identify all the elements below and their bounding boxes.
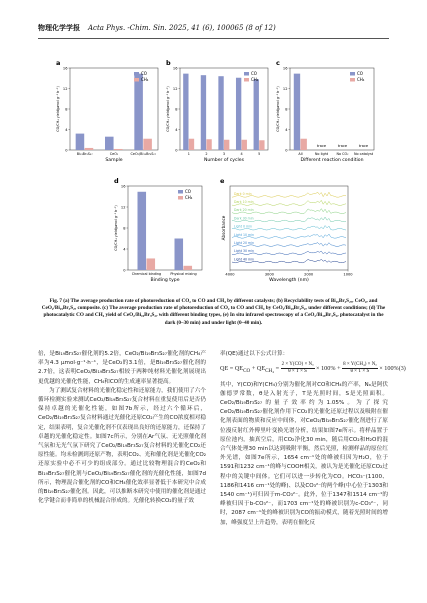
figure-caption: Fig. 7 (a) The average production rate of photoreduction of CO₂ to CO and CH₄ by different catalysts; (b) Recyclability tests of Bi₁₉Br₃S₂₇, CeO₂, and CeO₂/Bi₁₉Br₃S₂₇ composite. (c) The average production rate of photoreduction of CO₂ to CO and CH₄ by CeO₂/Bi₁₉Br₃S₂₇ under different conditions; (d) The photocatalytic CO and CH₄ yield of CeO₂/Bi₁₉Br₃S₂₇ with different binding types, (e) In situ infrared spectroscopy of a CeO₂/Bi₁₉Br₃S₂₇ photocatalyst in the dark (0–30 min) and under light (0–40 min). (41, 298, 386, 326)
y-tick-label: 12 (172, 86, 178, 91)
x-tick-label: 2000 (304, 272, 314, 277)
panel-letter: c (276, 59, 280, 67)
equation-body: QE = $QE_{CO} + QE_{CH_4}$ = $\frac{\text{2 × Y(CO) × Nₐ}}{\theta \times T \times S}$ × 100% + $\frac{\text{8 × Y(CH₄) × Nₐ}}{\theta \times T \times S}$ × 100% (220, 362, 399, 375)
bar-co (175, 239, 184, 271)
bar-ch4 (85, 148, 94, 150)
bar-ch4 (301, 139, 307, 150)
x-axis-label: Number of cycles (203, 158, 245, 163)
legend-label: Light 10 min (234, 232, 255, 237)
panel-letter: a (56, 59, 61, 67)
bar-ch4 (184, 266, 193, 270)
x-tick-label: 4 (240, 152, 243, 156)
bar-co (76, 134, 85, 150)
trace-label: trace (316, 144, 327, 148)
x-tick-label: Bi₂₃Br₃S₃₇ (76, 152, 93, 156)
x-tick-label: 3 (222, 152, 226, 156)
bar-ch4 (114, 149, 123, 150)
fraction: $\frac{\text{2 × Y(CO) × Nₐ}}{\theta \times T \times S}$ (281, 362, 314, 375)
x-tick-label: CeO₂ (109, 152, 119, 156)
panel-letter: e (220, 177, 225, 185)
x-axis-label: Wavelength (nm) (269, 278, 309, 283)
x-axis-label: Binding type (150, 278, 180, 283)
y-tick-label: 4 (65, 127, 68, 132)
x-tick-label: 1 (187, 152, 190, 156)
y-tick-label: 16 (62, 66, 68, 71)
x-tick-label: No light (314, 152, 329, 156)
y-tick-label: 12 (282, 86, 288, 91)
trace-label: trace (358, 144, 369, 148)
legend-swatch (134, 78, 139, 82)
bar-ch4 (189, 139, 194, 150)
paragraph: 倍，是Bi₁₉Br₃S₂₇催化剂的5.2倍，CeO₂/Bi₁₉Br₃S₂₇催化剂的CH₄产率为4.3 μmol·g⁻¹·h⁻¹，是CeO₂的3.1倍，是Bi₁₉Br₃S₂₇催化剂的2.7倍，这表明CeO₂/Bi₁₉Br₃S₂₇相较于两种纯材料光催化剂展现出更优越的光催化性能，CH₄和CO的生成速率显著提高。 (38, 351, 206, 385)
figure-7 (52, 60, 376, 296)
panel-letter: d (114, 177, 119, 185)
y-axis-label: CO/CH₄ yield(μmol g⁻¹ h⁻¹) (276, 86, 280, 132)
legend-swatch (178, 190, 183, 194)
legend-swatch (244, 78, 249, 82)
y-tick-label: 0 (65, 148, 68, 153)
x-axis-label: Different reaction condition (300, 158, 364, 163)
legend-label: CO (357, 71, 363, 77)
legend-label: Light 40 min (234, 257, 255, 262)
legend-label: Dark 20 min (234, 208, 254, 213)
bar-co (254, 79, 259, 150)
paragraph: 率(QE)通过以下公式计算： (220, 351, 289, 357)
bar-co (236, 78, 241, 150)
x-tick-label: 3000 (264, 272, 274, 277)
y-tick-label: 8 (285, 107, 288, 112)
x-tick-label: 1000 (343, 272, 353, 277)
legend-label: Light 30 min (234, 249, 255, 254)
legend-label: Light 20 min (234, 241, 255, 245)
x-tick-label: Chemical binding (131, 272, 162, 276)
legend-label: Light 0 min (234, 224, 253, 229)
paragraph: 其中，Y(CO)和Y(CH₄)分别为催化剂对CO和CH₄的产率，Nₐ是阿伏伽德罗常数，θ是入射光子，T是光照时间，S是光照面积。CeO₂/Bi₁₉Br₃S₂₇的量子效率约为1.05%。为了探究CeO₂/Bi₁₉Br₃S₂₇催化剂作用下CO₂的光催化还原过程以及吸附在催化剂表面的物质和反应中间体，对CeO₂/Bi₁₉Br₃S₂₇催化剂进行了原位漫反射红外傅里叶变换光谱分析，结果如图7e所示。将样品置于原位池内，抽真空后，用CO₂净化30 min，随后用CO₂和H₂O的混合气体处理30 min以达到吸附平衡，然后光照，检测样品的原位红外光谱，如图7e所示，1654 cm⁻¹处的峰被归因为H₂O，位于1591和1232 cm⁻¹的峰与COOH相关，被认为是光催化还原CO₂过程中的关键中间体。它们可以进一步转化为CO。HCO₃⁻(1100、1186和1416 cm⁻¹处的峰)、以及CO₃²⁻的两个峰(中心位于1303和1540 cm⁻¹)可归因于m-CO₃²⁻。此外，位于1347和1514 cm⁻¹的峰被归因于b-CO₃²⁻，而1703 cm⁻¹处的峰被识别为c-CO₃²⁻，同时，2087 cm⁻¹处的峰被识别为CO的振动模式，随着光照时间的增加，峰强度呈上升趋势，表明在催化反 (220, 381, 388, 526)
legend-label: CH₄ (185, 195, 193, 201)
y-axis-label: CO/CH₄ yield(μmol g⁻¹ h⁻¹) (56, 86, 60, 132)
header-rule (38, 38, 389, 39)
equation-3 (220, 362, 406, 376)
x-tick-label: Physical mixing (170, 272, 197, 276)
bar-co (105, 137, 114, 150)
bar-ch4 (206, 139, 211, 150)
legend-label: CO (141, 71, 147, 77)
bar-co (294, 74, 300, 150)
right-column (220, 350, 406, 590)
y-tick-label: 4 (175, 127, 178, 132)
bar-co (201, 75, 206, 150)
x-tick-label: All (298, 152, 303, 156)
bar-ch4 (147, 258, 156, 270)
y-tick-label: 12 (62, 86, 68, 91)
fraction: $\frac{\text{8 × Y(CH₄) × Nₐ}}{\theta \times T \times S}$ (343, 362, 377, 375)
x-tick-label: 5 (258, 152, 261, 156)
bar-ch4 (242, 140, 247, 150)
x-tick-label: 2 (205, 152, 208, 156)
legend-label: Dark 0 min (234, 191, 252, 196)
journal-name: 物理化学学报 (38, 24, 80, 32)
y-axis-label: CO/CH₄ yield(μmol g⁻¹ h⁻¹) (166, 86, 170, 132)
legend-swatch (350, 72, 355, 76)
legend-label: CO (251, 71, 257, 77)
bar-ch4 (259, 140, 264, 150)
y-tick-label: 8 (65, 107, 68, 112)
y-tick-label: 0 (285, 148, 288, 153)
y-axis-label: Absorbance (221, 215, 226, 241)
y-tick-label: 0 (123, 268, 126, 273)
bar-co (138, 192, 147, 270)
figure-7-svg (52, 60, 376, 296)
trace-label: trace (337, 144, 348, 148)
legend-label: CO (185, 189, 191, 195)
legend-swatch (178, 196, 183, 200)
y-tick-label: 4 (285, 127, 288, 132)
x-tick-label: 4000 (225, 272, 235, 277)
bar-ch4 (143, 139, 152, 150)
paragraph: 为了测试复合材料的光催化稳定性和还原能力，我们使用了六个循环检测实验来测试CeO₂/Bi₁₉Br₃S₂₇复合材料在重复使用后是否仍保持卓越的光催化性能，如图7b所示，经过六个循环后，CeO₂/Bi₁₉Br₃S₂₇复合材料通过光催化还原CO₂产生的CO浓度相对稳定，结果表明，复合光催化剂不仅表现出良好的还原能力，还保持了卓越的光催化稳定性。如图7c所示，分别在Ar气氛、无光照催化剂气氛和无光气氛下研究了CeO₂/Bi₁₉Br₃S₂₇复合材料的光催化CO₂还原性能。均未检测到还原产物，表明CO₂、光和催化剂是光催化CO₂还原实验中必不可少的组成部分。通过比较物理混合的CeO₂和Bi₁₉Br₃S₂₇催化剂与CeO₂/Bi₁₉Br₃S₂₇催化剂的光催化性能，如图7d所示，物理混合催化剂的CO和CH₄催化效率显著低于本研究中合成的Bi₁₉Br₃S₂₇催化剂。因此，可以推断本研究中使用的催化剂是通过化学键合而非简单的机械混合形成的。光催化转换CO₂的量子效 (38, 387, 206, 505)
journal-citation: Acta Phys. -Chim. Sin. 2025, 41 (6), 100065 (8 of 12) (88, 24, 276, 32)
y-tick-label: 8 (123, 226, 126, 231)
x-tick-label: No CO₂ (336, 152, 349, 156)
y-tick-label: 0 (175, 148, 178, 153)
panel-letter: b (166, 59, 171, 67)
legend-label: CH₄ (141, 77, 149, 83)
x-axis-label: Sample (105, 158, 123, 163)
x-tick-label: CeO₂/Bi₁₉Br₃S₂₇ (130, 152, 157, 156)
legend-swatch (134, 72, 139, 76)
y-tick-label: 8 (175, 107, 178, 112)
legend-label: Dark 10 min (234, 200, 254, 204)
legend-label: Dark 30 min (234, 216, 254, 221)
y-tick-label: 4 (123, 247, 126, 252)
left-column (38, 350, 206, 590)
y-tick-label: 16 (282, 66, 288, 71)
y-tick-label: 16 (172, 66, 178, 71)
bar-co (134, 74, 143, 150)
legend-label: CH₄ (357, 77, 365, 83)
y-tick-label: 16 (120, 184, 126, 189)
y-axis-label: CO/CH₄ yield(μmol g⁻¹ h⁻¹) (114, 205, 118, 251)
page-header (38, 20, 389, 36)
bar-co (183, 74, 188, 150)
bar-co (218, 76, 223, 150)
legend-swatch (244, 72, 249, 76)
legend-label: CH₄ (251, 77, 259, 83)
bar-ch4 (224, 140, 229, 150)
equation-number: (3) (398, 365, 406, 372)
x-tick-label: No catalyst (353, 152, 374, 156)
y-tick-label: 12 (120, 205, 126, 210)
legend-swatch (350, 78, 355, 82)
